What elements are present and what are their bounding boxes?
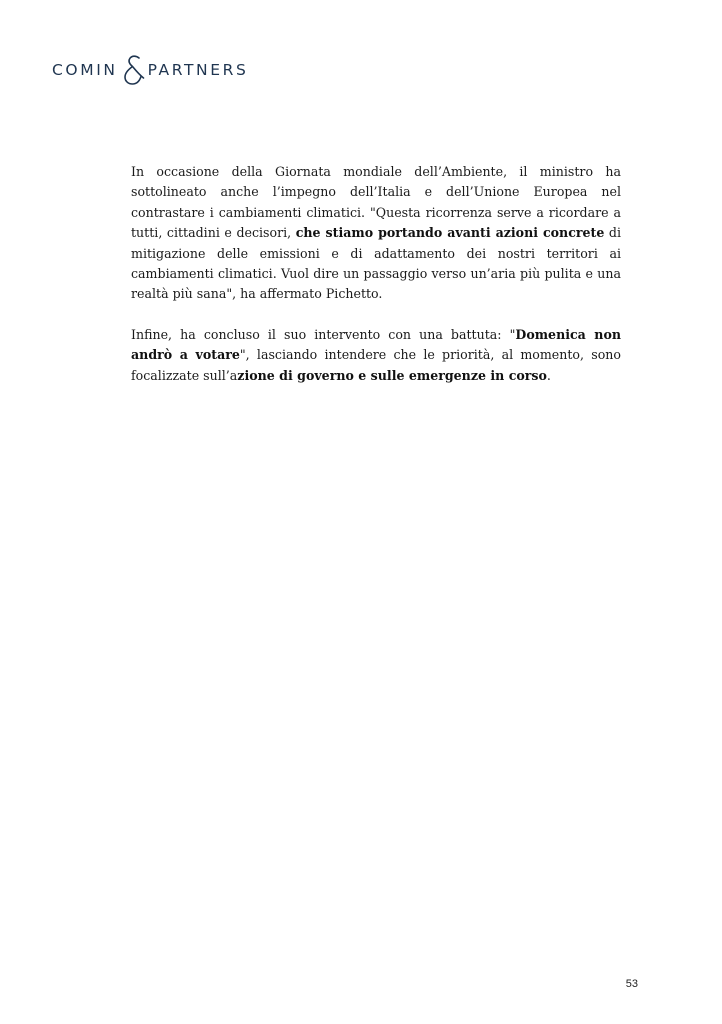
paragraph-2 (131, 325, 621, 386)
ampersand-logo-icon (119, 54, 145, 86)
page-number: 53 (625, 978, 638, 990)
company-logo (52, 54, 248, 86)
logo-text-partners: PARTNERS (147, 61, 249, 79)
paragraph-1-bold-a: che stiamo portando avanti azioni concrete (295, 225, 605, 241)
paragraph-2-text-a: Infine, ha concluso il suo intervento con una battuta: " (131, 326, 516, 342)
article-body (131, 162, 621, 406)
logo-text-comin: COMIN (52, 61, 118, 79)
paragraph-2-bold-b: zione di governo e sulle emergenze in corso (237, 367, 547, 383)
paragraph-2-text-b: ", lasciando intendere che le priorità, al momento, sono focalizzate sull’a (131, 347, 621, 383)
paragraph-1 (131, 162, 621, 305)
paragraph-2-bold-a: Domenica non andrò a votare (131, 326, 621, 363)
paragraph-2-text-c: . (546, 367, 551, 383)
paragraph-1-text-b: di mitigazione delle emissioni e di adattamento dei nostri territori ai cambiamenti climatici. Vuol dire un passaggio verso un’aria più pulita e una realtà più sana", ha affermato Pichetto. (131, 225, 622, 302)
paragraph-1-text-a: In occasione della Giornata mondiale dell’Ambiente, il ministro ha sottolineato anche l’impegno dell’Italia e dell’Unione Europea nel contrastare i cambiamenti climatici. "Questa ricorrenza serve a ricordare a tutti, cittadini e decisori, (131, 164, 621, 241)
